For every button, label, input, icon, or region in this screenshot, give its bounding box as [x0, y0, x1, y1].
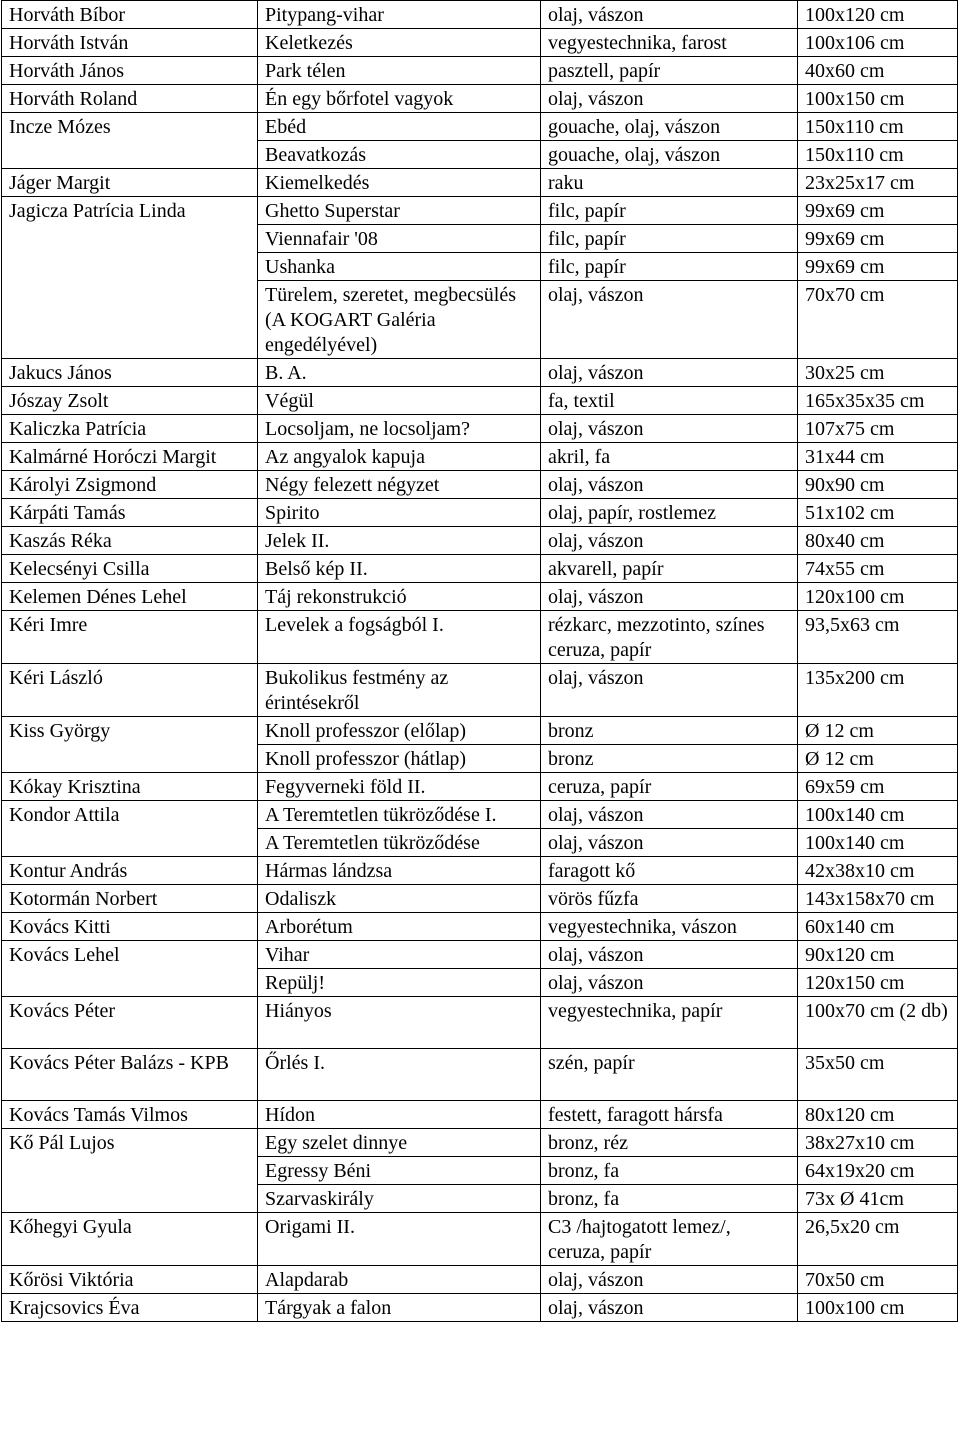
medium-cell: olaj, vászon	[541, 281, 798, 359]
size-cell: 74x55 cm	[798, 555, 958, 583]
size-cell: 120x150 cm	[798, 969, 958, 997]
medium-cell: vegyestechnika, papír	[541, 997, 798, 1049]
size-cell: Ø 12 cm	[798, 745, 958, 773]
artist-cell: Kárpáti Tamás	[2, 499, 258, 527]
title-cell: Türelem, szeretet, megbecsülés (A KOGART Galéria engedélyével)	[258, 281, 541, 359]
title-cell: Knoll professzor (hátlap)	[258, 745, 541, 773]
title-cell: Park télen	[258, 57, 541, 85]
artist-cell: Kovács Kitti	[2, 913, 258, 941]
medium-cell: olaj, vászon	[541, 527, 798, 555]
size-cell: 100x140 cm	[798, 829, 958, 857]
size-cell: 64x19x20 cm	[798, 1157, 958, 1185]
title-cell: Egressy Béni	[258, 1157, 541, 1185]
title-cell: Keletkezés	[258, 29, 541, 57]
size-cell: 100x120 cm	[798, 1, 958, 29]
size-cell: 51x102 cm	[798, 499, 958, 527]
title-cell: A Teremtetlen tükröződése I.	[258, 801, 541, 829]
table-row	[2, 1157, 958, 1185]
size-cell: 165x35x35 cm	[798, 387, 958, 415]
artist-cell: Kéri Imre	[2, 611, 258, 664]
title-cell: Egy szelet dinnye	[258, 1129, 541, 1157]
title-cell: Pitypang-vihar	[258, 1, 541, 29]
table-row	[2, 499, 958, 527]
medium-cell: olaj, vászon	[541, 1, 798, 29]
title-cell: Szarvaskirály	[258, 1185, 541, 1213]
size-cell: 90x90 cm	[798, 471, 958, 499]
artist-cell: Kondor Attila	[2, 801, 258, 829]
title-cell: Végül	[258, 387, 541, 415]
table-row	[2, 664, 958, 717]
artist-cell: Jakucs János	[2, 359, 258, 387]
table-row	[2, 1129, 958, 1157]
medium-cell: festett, faragott hársfa	[541, 1101, 798, 1129]
title-cell: B. A.	[258, 359, 541, 387]
medium-cell: olaj, vászon	[541, 85, 798, 113]
title-cell: Bukolikus festmény az érintésekről	[258, 664, 541, 717]
artist-cell: Incze Mózes	[2, 113, 258, 141]
title-cell: Origami II.	[258, 1213, 541, 1266]
size-cell: 23x25x17 cm	[798, 169, 958, 197]
medium-cell: gouache, olaj, vászon	[541, 141, 798, 169]
medium-cell: filc, papír	[541, 197, 798, 225]
table-row	[2, 885, 958, 913]
size-cell: 135x200 cm	[798, 664, 958, 717]
table-row	[2, 941, 958, 969]
medium-cell: bronz	[541, 717, 798, 745]
artist-cell: Kontur András	[2, 857, 258, 885]
artist-cell	[2, 829, 258, 857]
artist-cell: Kovács Péter	[2, 997, 258, 1049]
artist-cell: Horváth Bíbor	[2, 1, 258, 29]
size-cell: 100x140 cm	[798, 801, 958, 829]
size-cell: 73x Ø 41cm	[798, 1185, 958, 1213]
size-cell: 80x40 cm	[798, 527, 958, 555]
table-row	[2, 387, 958, 415]
medium-cell: C3 /hajtogatott lemez/, ceruza, papír	[541, 1213, 798, 1266]
size-cell: 150x110 cm	[798, 141, 958, 169]
title-cell: Beavatkozás	[258, 141, 541, 169]
table-row	[2, 1, 958, 29]
size-cell: 69x59 cm	[798, 773, 958, 801]
artist-cell: Horváth Roland	[2, 85, 258, 113]
size-cell: 70x70 cm	[798, 281, 958, 359]
table-row	[2, 773, 958, 801]
artist-cell: Kókay Krisztina	[2, 773, 258, 801]
size-cell: 38x27x10 cm	[798, 1129, 958, 1157]
table-row	[2, 857, 958, 885]
table-row	[2, 745, 958, 773]
artist-cell	[2, 969, 258, 997]
table-row	[2, 1213, 958, 1266]
medium-cell: olaj, vászon	[541, 829, 798, 857]
table-row	[2, 141, 958, 169]
artist-cell	[2, 745, 258, 773]
table-row	[2, 85, 958, 113]
size-cell: 143x158x70 cm	[798, 885, 958, 913]
artwork-table	[1, 0, 958, 1322]
size-cell: 99x69 cm	[798, 225, 958, 253]
artist-cell: Kéri László	[2, 664, 258, 717]
title-cell: Ebéd	[258, 113, 541, 141]
title-cell: Levelek a fogságból I.	[258, 611, 541, 664]
medium-cell: vegyestechnika, farost	[541, 29, 798, 57]
title-cell: A Teremtetlen tükröződése	[258, 829, 541, 857]
size-cell: 35x50 cm	[798, 1049, 958, 1101]
medium-cell: olaj, vászon	[541, 969, 798, 997]
artist-cell: Kiss György	[2, 717, 258, 745]
size-cell: 99x69 cm	[798, 197, 958, 225]
medium-cell: olaj, papír, rostlemez	[541, 499, 798, 527]
medium-cell: olaj, vászon	[541, 359, 798, 387]
title-cell: Őrlés I.	[258, 1049, 541, 1101]
table-row	[2, 583, 958, 611]
title-cell: Odaliszk	[258, 885, 541, 913]
medium-cell: szén, papír	[541, 1049, 798, 1101]
artist-cell	[2, 253, 258, 281]
size-cell: 100x150 cm	[798, 85, 958, 113]
medium-cell: olaj, vászon	[541, 664, 798, 717]
medium-cell: olaj, vászon	[541, 1266, 798, 1294]
artist-cell: Horváth János	[2, 57, 258, 85]
medium-cell: vegyestechnika, vászon	[541, 913, 798, 941]
table-row	[2, 997, 958, 1049]
table-row	[2, 29, 958, 57]
size-cell: 42x38x10 cm	[798, 857, 958, 885]
artist-cell: Jagicza Patrícia Linda	[2, 197, 258, 225]
size-cell: 93,5x63 cm	[798, 611, 958, 664]
table-row	[2, 113, 958, 141]
size-cell: Ø 12 cm	[798, 717, 958, 745]
size-cell: 99x69 cm	[798, 253, 958, 281]
title-cell: Táj rekonstrukció	[258, 583, 541, 611]
table-row	[2, 471, 958, 499]
table-row	[2, 527, 958, 555]
artist-cell: Kalmárné Horóczi Margit	[2, 443, 258, 471]
medium-cell: bronz	[541, 745, 798, 773]
table-row	[2, 1294, 958, 1322]
table-row	[2, 1266, 958, 1294]
artist-cell: Jószay Zsolt	[2, 387, 258, 415]
medium-cell: akril, fa	[541, 443, 798, 471]
artist-cell: Kő Pál Lujos	[2, 1129, 258, 1157]
table-row	[2, 197, 958, 225]
medium-cell: fa, textil	[541, 387, 798, 415]
title-cell: Én egy bőrfotel vagyok	[258, 85, 541, 113]
table-row	[2, 1101, 958, 1129]
size-cell: 90x120 cm	[798, 941, 958, 969]
medium-cell: olaj, vászon	[541, 941, 798, 969]
table-row	[2, 829, 958, 857]
artist-cell: Kelecsényi Csilla	[2, 555, 258, 583]
medium-cell: bronz, réz	[541, 1129, 798, 1157]
title-cell: Ghetto Superstar	[258, 197, 541, 225]
medium-cell: olaj, vászon	[541, 801, 798, 829]
size-cell: 30x25 cm	[798, 359, 958, 387]
title-cell: Arborétum	[258, 913, 541, 941]
table-row	[2, 253, 958, 281]
medium-cell: faragott kő	[541, 857, 798, 885]
table-row	[2, 443, 958, 471]
table-row	[2, 913, 958, 941]
artist-cell: Kotormán Norbert	[2, 885, 258, 913]
title-cell: Alapdarab	[258, 1266, 541, 1294]
medium-cell: olaj, vászon	[541, 583, 798, 611]
table-row	[2, 717, 958, 745]
artist-cell: Kőhegyi Gyula	[2, 1213, 258, 1266]
artist-cell: Kovács Tamás Vilmos	[2, 1101, 258, 1129]
artist-cell: Kelemen Dénes Lehel	[2, 583, 258, 611]
size-cell: 100x100 cm	[798, 1294, 958, 1322]
artwork-table-body	[2, 1, 958, 1322]
title-cell: Hármas lándzsa	[258, 857, 541, 885]
artist-cell: Kovács Péter Balázs - KPB	[2, 1049, 258, 1101]
artist-cell: Kőrösi Viktória	[2, 1266, 258, 1294]
artist-cell	[2, 141, 258, 169]
table-row	[2, 169, 958, 197]
artist-cell: Horváth István	[2, 29, 258, 57]
size-cell: 31x44 cm	[798, 443, 958, 471]
artist-cell: Kovács Lehel	[2, 941, 258, 969]
artist-cell: Kaliczka Patrícia	[2, 415, 258, 443]
medium-cell: pasztell, papír	[541, 57, 798, 85]
title-cell: Hiányos	[258, 997, 541, 1049]
title-cell: Hídon	[258, 1101, 541, 1129]
artist-cell	[2, 281, 258, 359]
medium-cell: rézkarc, mezzotinto, színes ceruza, papír	[541, 611, 798, 664]
table-row	[2, 415, 958, 443]
medium-cell: akvarell, papír	[541, 555, 798, 583]
size-cell: 150x110 cm	[798, 113, 958, 141]
table-row	[2, 969, 958, 997]
title-cell: Vihar	[258, 941, 541, 969]
title-cell: Jelek II.	[258, 527, 541, 555]
title-cell: Viennafair '08	[258, 225, 541, 253]
title-cell: Tárgyak a falon	[258, 1294, 541, 1322]
size-cell: 100x70 cm (2 db)	[798, 997, 958, 1049]
table-row	[2, 555, 958, 583]
title-cell: Fegyverneki föld II.	[258, 773, 541, 801]
title-cell: Ushanka	[258, 253, 541, 281]
title-cell: Kiemelkedés	[258, 169, 541, 197]
size-cell: 26,5x20 cm	[798, 1213, 958, 1266]
title-cell: Az angyalok kapuja	[258, 443, 541, 471]
artist-cell	[2, 1185, 258, 1213]
size-cell: 107x75 cm	[798, 415, 958, 443]
table-row	[2, 359, 958, 387]
medium-cell: bronz, fa	[541, 1157, 798, 1185]
size-cell: 70x50 cm	[798, 1266, 958, 1294]
table-row	[2, 57, 958, 85]
artist-cell	[2, 225, 258, 253]
table-row	[2, 225, 958, 253]
medium-cell: raku	[541, 169, 798, 197]
table-row	[2, 801, 958, 829]
medium-cell: filc, papír	[541, 225, 798, 253]
medium-cell: bronz, fa	[541, 1185, 798, 1213]
title-cell: Repülj!	[258, 969, 541, 997]
title-cell: Locsoljam, ne locsoljam?	[258, 415, 541, 443]
artist-cell	[2, 1157, 258, 1185]
medium-cell: olaj, vászon	[541, 471, 798, 499]
size-cell: 60x140 cm	[798, 913, 958, 941]
size-cell: 40x60 cm	[798, 57, 958, 85]
medium-cell: gouache, olaj, vászon	[541, 113, 798, 141]
artist-cell: Károlyi Zsigmond	[2, 471, 258, 499]
size-cell: 120x100 cm	[798, 583, 958, 611]
size-cell: 80x120 cm	[798, 1101, 958, 1129]
medium-cell: filc, papír	[541, 253, 798, 281]
artist-cell: Kaszás Réka	[2, 527, 258, 555]
title-cell: Knoll professzor (előlap)	[258, 717, 541, 745]
title-cell: Négy felezett négyzet	[258, 471, 541, 499]
size-cell: 100x106 cm	[798, 29, 958, 57]
medium-cell: olaj, vászon	[541, 1294, 798, 1322]
artist-cell: Jáger Margit	[2, 169, 258, 197]
artist-cell: Krajcsovics Éva	[2, 1294, 258, 1322]
medium-cell: ceruza, papír	[541, 773, 798, 801]
medium-cell: olaj, vászon	[541, 415, 798, 443]
table-row	[2, 1049, 958, 1101]
table-row	[2, 611, 958, 664]
title-cell: Spirito	[258, 499, 541, 527]
title-cell: Belső kép II.	[258, 555, 541, 583]
table-row	[2, 1185, 958, 1213]
medium-cell: vörös fűzfa	[541, 885, 798, 913]
table-row	[2, 281, 958, 359]
